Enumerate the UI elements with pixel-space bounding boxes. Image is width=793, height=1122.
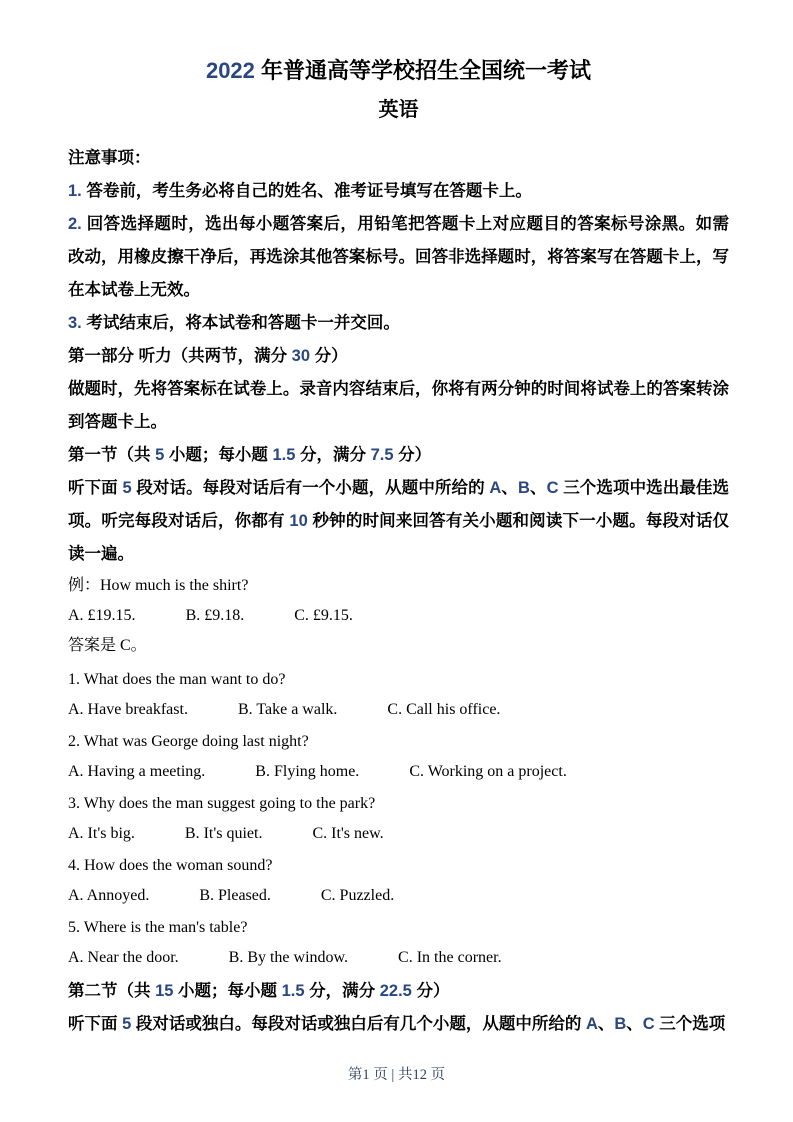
option-b: B. Flying home. (255, 763, 360, 780)
question-1 (68, 665, 729, 725)
option-b: B. By the window. (228, 949, 349, 966)
notice-item-3: 3. 考试结束后，将本试卷和答题卡一并交回。 (68, 314, 400, 332)
question-options (68, 819, 729, 849)
option-b: B. Take a walk. (237, 701, 338, 718)
example-question: 例：How much is the shirt? (68, 577, 249, 594)
option-b: B. Pleased. (199, 887, 271, 904)
question-options (68, 881, 729, 911)
option-c: C. Working on a project. (409, 763, 567, 780)
question-options (68, 943, 729, 973)
question-text: 5. Where is the man's table? (68, 919, 248, 936)
section2-instructions: 听下面 5 段对话或独白。每段对话或独白后有几个小题，从题中所给的 A、B、C 三个选项 (68, 1015, 726, 1033)
section1-instructions: 听下面 5 段对话。每段对话后有一个小题，从题中所给的 A、B、C 三个选项中选出最佳选项。听完每段对话后，你都有 10 秒钟的时间来回答有关小题和阅读下一小题。每段对话仅读一遍。 (68, 479, 730, 563)
question-text: 1. What does the man want to do? (68, 671, 286, 688)
option-a: A. Having a meeting. (68, 763, 206, 780)
section2-heading: 第二节（共 15 小题；每小题 1.5 分，满分 22.5 分） (68, 982, 450, 1000)
option-a: A. Have breakfast. (68, 701, 188, 718)
part1-heading: 第一部分 听力（共两节，满分 30 分） (68, 347, 348, 365)
example-option-b: B. £9.18. (185, 607, 245, 624)
subject-title: 英语 (378, 99, 419, 121)
option-c: C. Call his office. (387, 701, 501, 718)
option-a: A. Near the door. (68, 949, 179, 966)
option-c: C. In the corner. (398, 949, 502, 966)
section1-heading: 第一节（共 5 小题；每小题 1.5 分，满分 7.5 分） (68, 446, 432, 464)
option-b: B. It's quiet. (184, 825, 263, 842)
question-5 (68, 913, 729, 973)
option-a: A. It's big. (68, 825, 135, 842)
question-4 (68, 851, 729, 911)
part1-intro: 做题时，先将答案标在试卷上。录音内容结束后，你将有两分钟的时间将试卷上的答案转涂到答题卡上。 (68, 380, 729, 431)
page-title: 2022 年普通高等学校招生全国统一考试 (205, 58, 592, 83)
question-text: 2. What was George doing last night? (68, 733, 309, 750)
question-options (68, 757, 729, 787)
option-a: A. Annoyed. (68, 887, 150, 904)
option-c: C. Puzzled. (320, 887, 395, 904)
notice-item-1: 1. 答卷前，考生务必将自己的姓名、准考证号填写在答题卡上。 (68, 182, 532, 200)
page-footer: 第1 页 | 共12 页 (347, 1067, 446, 1083)
example-option-a: A. £19.15. (68, 607, 136, 624)
example-option-c: C. £9.15. (294, 607, 353, 624)
question-text: 3. Why does the man suggest going to the park? (68, 795, 376, 812)
example-options (68, 601, 729, 631)
question-options (68, 695, 729, 725)
question-3 (68, 789, 729, 849)
notices-heading: 注意事项： (68, 149, 151, 167)
question-2 (68, 727, 729, 787)
question-text: 4. How does the woman sound? (68, 857, 273, 874)
option-c: C. It's new. (312, 825, 384, 842)
example-answer: 答案是 C。 (68, 637, 147, 654)
notice-item-2: 2. 回答选择题时，选出每小题答案后，用铅笔把答题卡上对应题目的答案标号涂黑。如需改动，用橡皮擦干净后，再选涂其他答案标号。回答非选择题时，将答案写在答题卡上，写在本试卷上无效。 (68, 215, 729, 299)
